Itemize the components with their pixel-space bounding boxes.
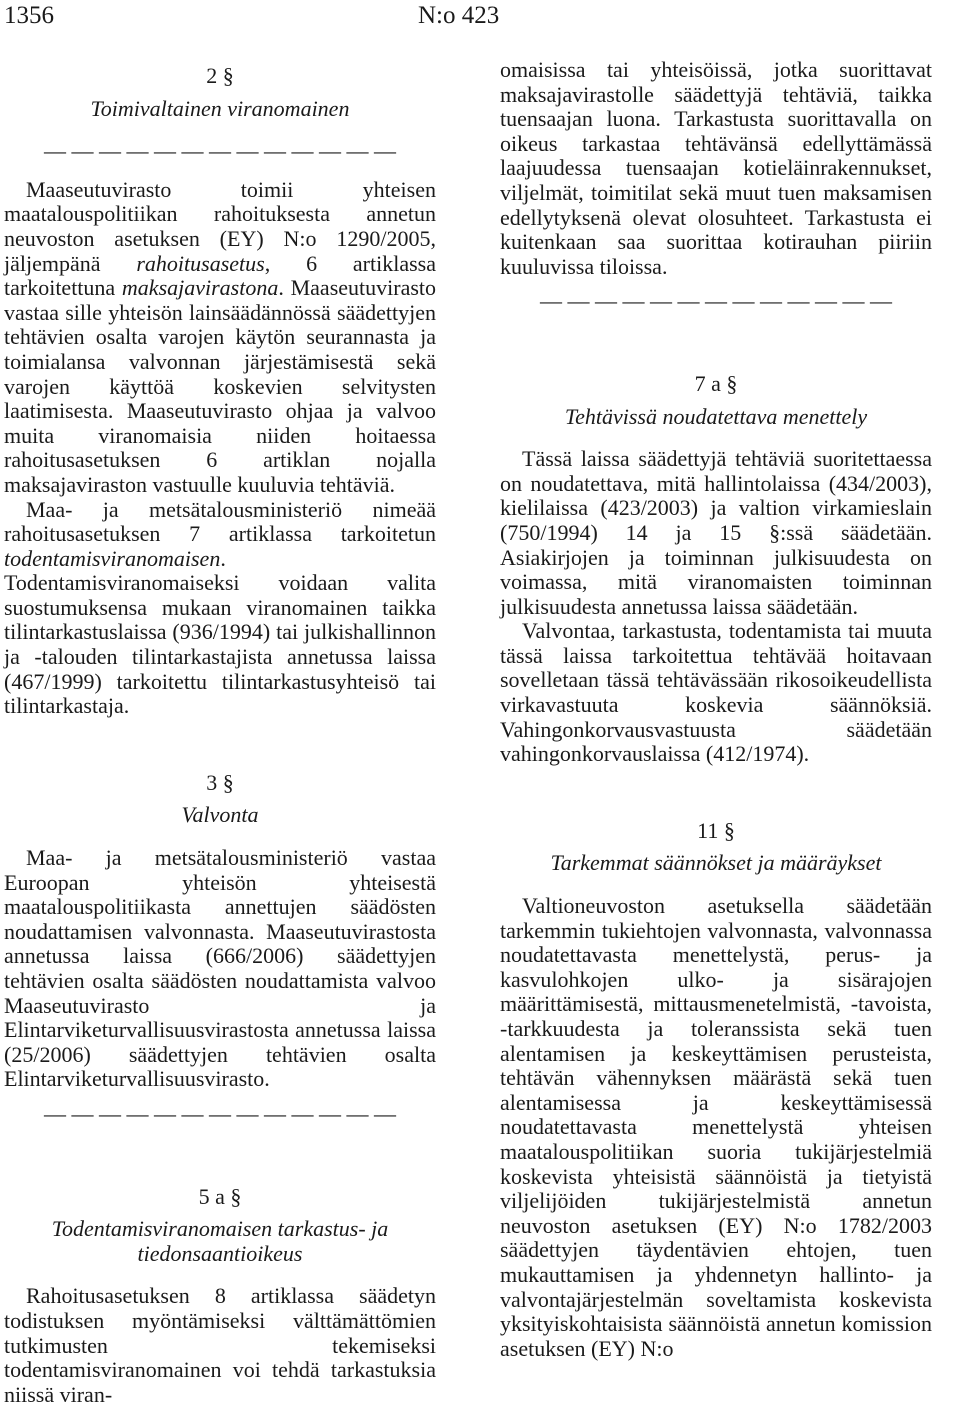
section-11-number: 11 § [697,817,735,843]
section-7a-paragraph-1: Tässä laissa säädettyjä tehtäviä suoritettaessa on noudatettava, mitä hallintolaissa (434/2003), kielilaissa (423/2003) ja valtion virkamieslain (750/1994) 14 ja 15 §:ssä säädetään. Asiakirjojen ja toiminnan julkisuudesta on voimassa, mitä viranomaisten toiminnan julkisuudesta annetussa laissa säädetään. [500,446,932,619]
page-number: 1356 [4,2,54,29]
section-2-number: 2 § [206,63,234,88]
right-column [500,58,932,1361]
section-11-title: Tarkemmat säännökset ja määräykset [550,850,882,876]
section-2-title: Toimivaltainen viranomainen [90,95,350,121]
section-3-number: 3 § [206,769,234,795]
left-column [4,58,436,1407]
section-7a-number: 7 a § [694,370,738,396]
section-11-paragraph-1: Valtioneuvoston asetuksella säädetään tarkemmin tukiehtojen valvonnasta, valvonnassa noudatettavasta menettelystä, perus- ja kasvulohkojen ulko- ja sisärajojen määrittämisestä, mittausmenetelmistä, -tavoista, -tarkkuudesta ja toleranssista sekä tuen alentamisen ja keskeyttämisen perusteista, tehtävän vähennyksen määrästä sekä tuen alentamisessa ja keskeyttämisessä noudatettavasta menettelystä yhteisen maatalouspolitiikan suoria tukijärjestelmiä koskevista yhteisistä säännöistä ja tietyistä viljelijöiden tukijärjestelmistä annetun neuvoston asetuksen (EY) N:o 1782/2003 säädettyjen täydentävien ehtojen, tuen mukauttamisen ja yhdennetyn hallinto- ja valvontajärjestelmän soveltamista koskevista yksityiskohtaisista säännöistä annetun komission asetuksen (EY) N:o [500,893,932,1361]
section-2-paragraph-2: Maa- ja metsätalousministeriö nimeää rahoitusasetuksen 7 artiklassa tarkoitetun todentamisviranomaisen. Todentamisviranomaiseksi voidaan valita suostumuksensa mukaan viranomainen taikka tilintarkastuslaissa (936/1994) tai julkishallinnon ja -talouden tilintarkastajista annetussa laissa (467/1999) tarkoitettu tilintarkastusyhteisö tai tilintarkastaja. [4,496,436,719]
omission-dashes: — — — — — — — — — — — — — [540,288,892,314]
section-5a-title: Todentamisviranomaisen tarkastus- ja tiedonsaantioikeus [51,1216,389,1266]
section-7a-paragraph-2: Valvontaa, tarkastusta, todentamista tai muuta tässä laissa tarkoitettua tehtävää hoitavaan sovelletaan tässä tehtävässään rikosoikeudellista virkavastuuta koskevia säännöksiä. Vahingonkorvausvastuusta säädetään vahingonkorvauslaissa (412/1974). [500,618,932,767]
section-7a-title: Tehtävissä noudatettava menettely [564,403,868,429]
section-5a-number: 5 a § [198,1183,242,1209]
section-2-paragraph-1: Maaseutuvirasto toimii yhteisen maatalouspolitiikan rahoituksesta annetun neuvoston asetuksen (EY) N:o 1290/2005, jäljempänä rahoitusasetus, 6 artiklassa tarkoitettuna maksajavirastona. Maaseutuvirasto vastaa sille yhteisön lainsäädännössä säädettyjen tehtävien osalta varojen käytön seurannasta ja toimialansa valvonnan järjestämisestä sekä varojen käyttöä koskevien selvitysten laatimisesta. Maaseutuvirasto ohjaa ja valvoo muita viranomaisia niiden hoitaessa rahoitusasetuksen 6 artiklan nojalla maksajaviraston vastuulle kuuluvia tehtäviä. [4,176,437,497]
continued-paragraph: omaisissa tai yhteisöissä, jotka suorittavat maksajavirastolle säädettyjä tehtäviä, taikka tuensaajan luona. Tarkastusta suorittavalla on oikeus tarkastaa tehtävänsä edellyttämässä laajuudessa tuensaajan kotieläinrakennukset, viljelmät, toimitilat sekä muut tuen maksamisen edellytyksenä olevat olosuhteet. Tarkastusta ei kuitenkaan saa suorittaa kotirauhan piiriin kuuluvissa tiloissa. [500,57,932,279]
issue-number: N:o 423 [418,2,500,29]
section-3-paragraph-1: Maa- ja metsätalousministeriö vastaa Euroopan yhteisön yhteisestä maatalouspolitiikasta annettujen säädösten noudattamisen valvonnasta. Maaseutuvirastosta annetussa laissa (666/2006) säädettyjen tehtävien osalta säädösten noudattamista valvoo Maaseutuvirasto ja Elintarviketurvallisuusvirastosta annetussa laissa (25/2006) säädettyjen tehtävien osalta Elintarviketurvallisuusvirasto. [4,845,436,1092]
omission-dashes: — — — — — — — — — — — — — [44,1100,396,1126]
section-3-title: Valvonta [181,802,259,828]
omission-dashes: — — — — — — — — — — — — — [44,138,396,164]
section-5a-paragraph-1: Rahoitusasetuksen 8 artiklassa säädetyn todistuksen myöntämiseksi välttämättömien tutkimusten tekemiseksi todentamisviranomainen voi tehdä tarkastuksia niissä viran- [4,1283,436,1407]
